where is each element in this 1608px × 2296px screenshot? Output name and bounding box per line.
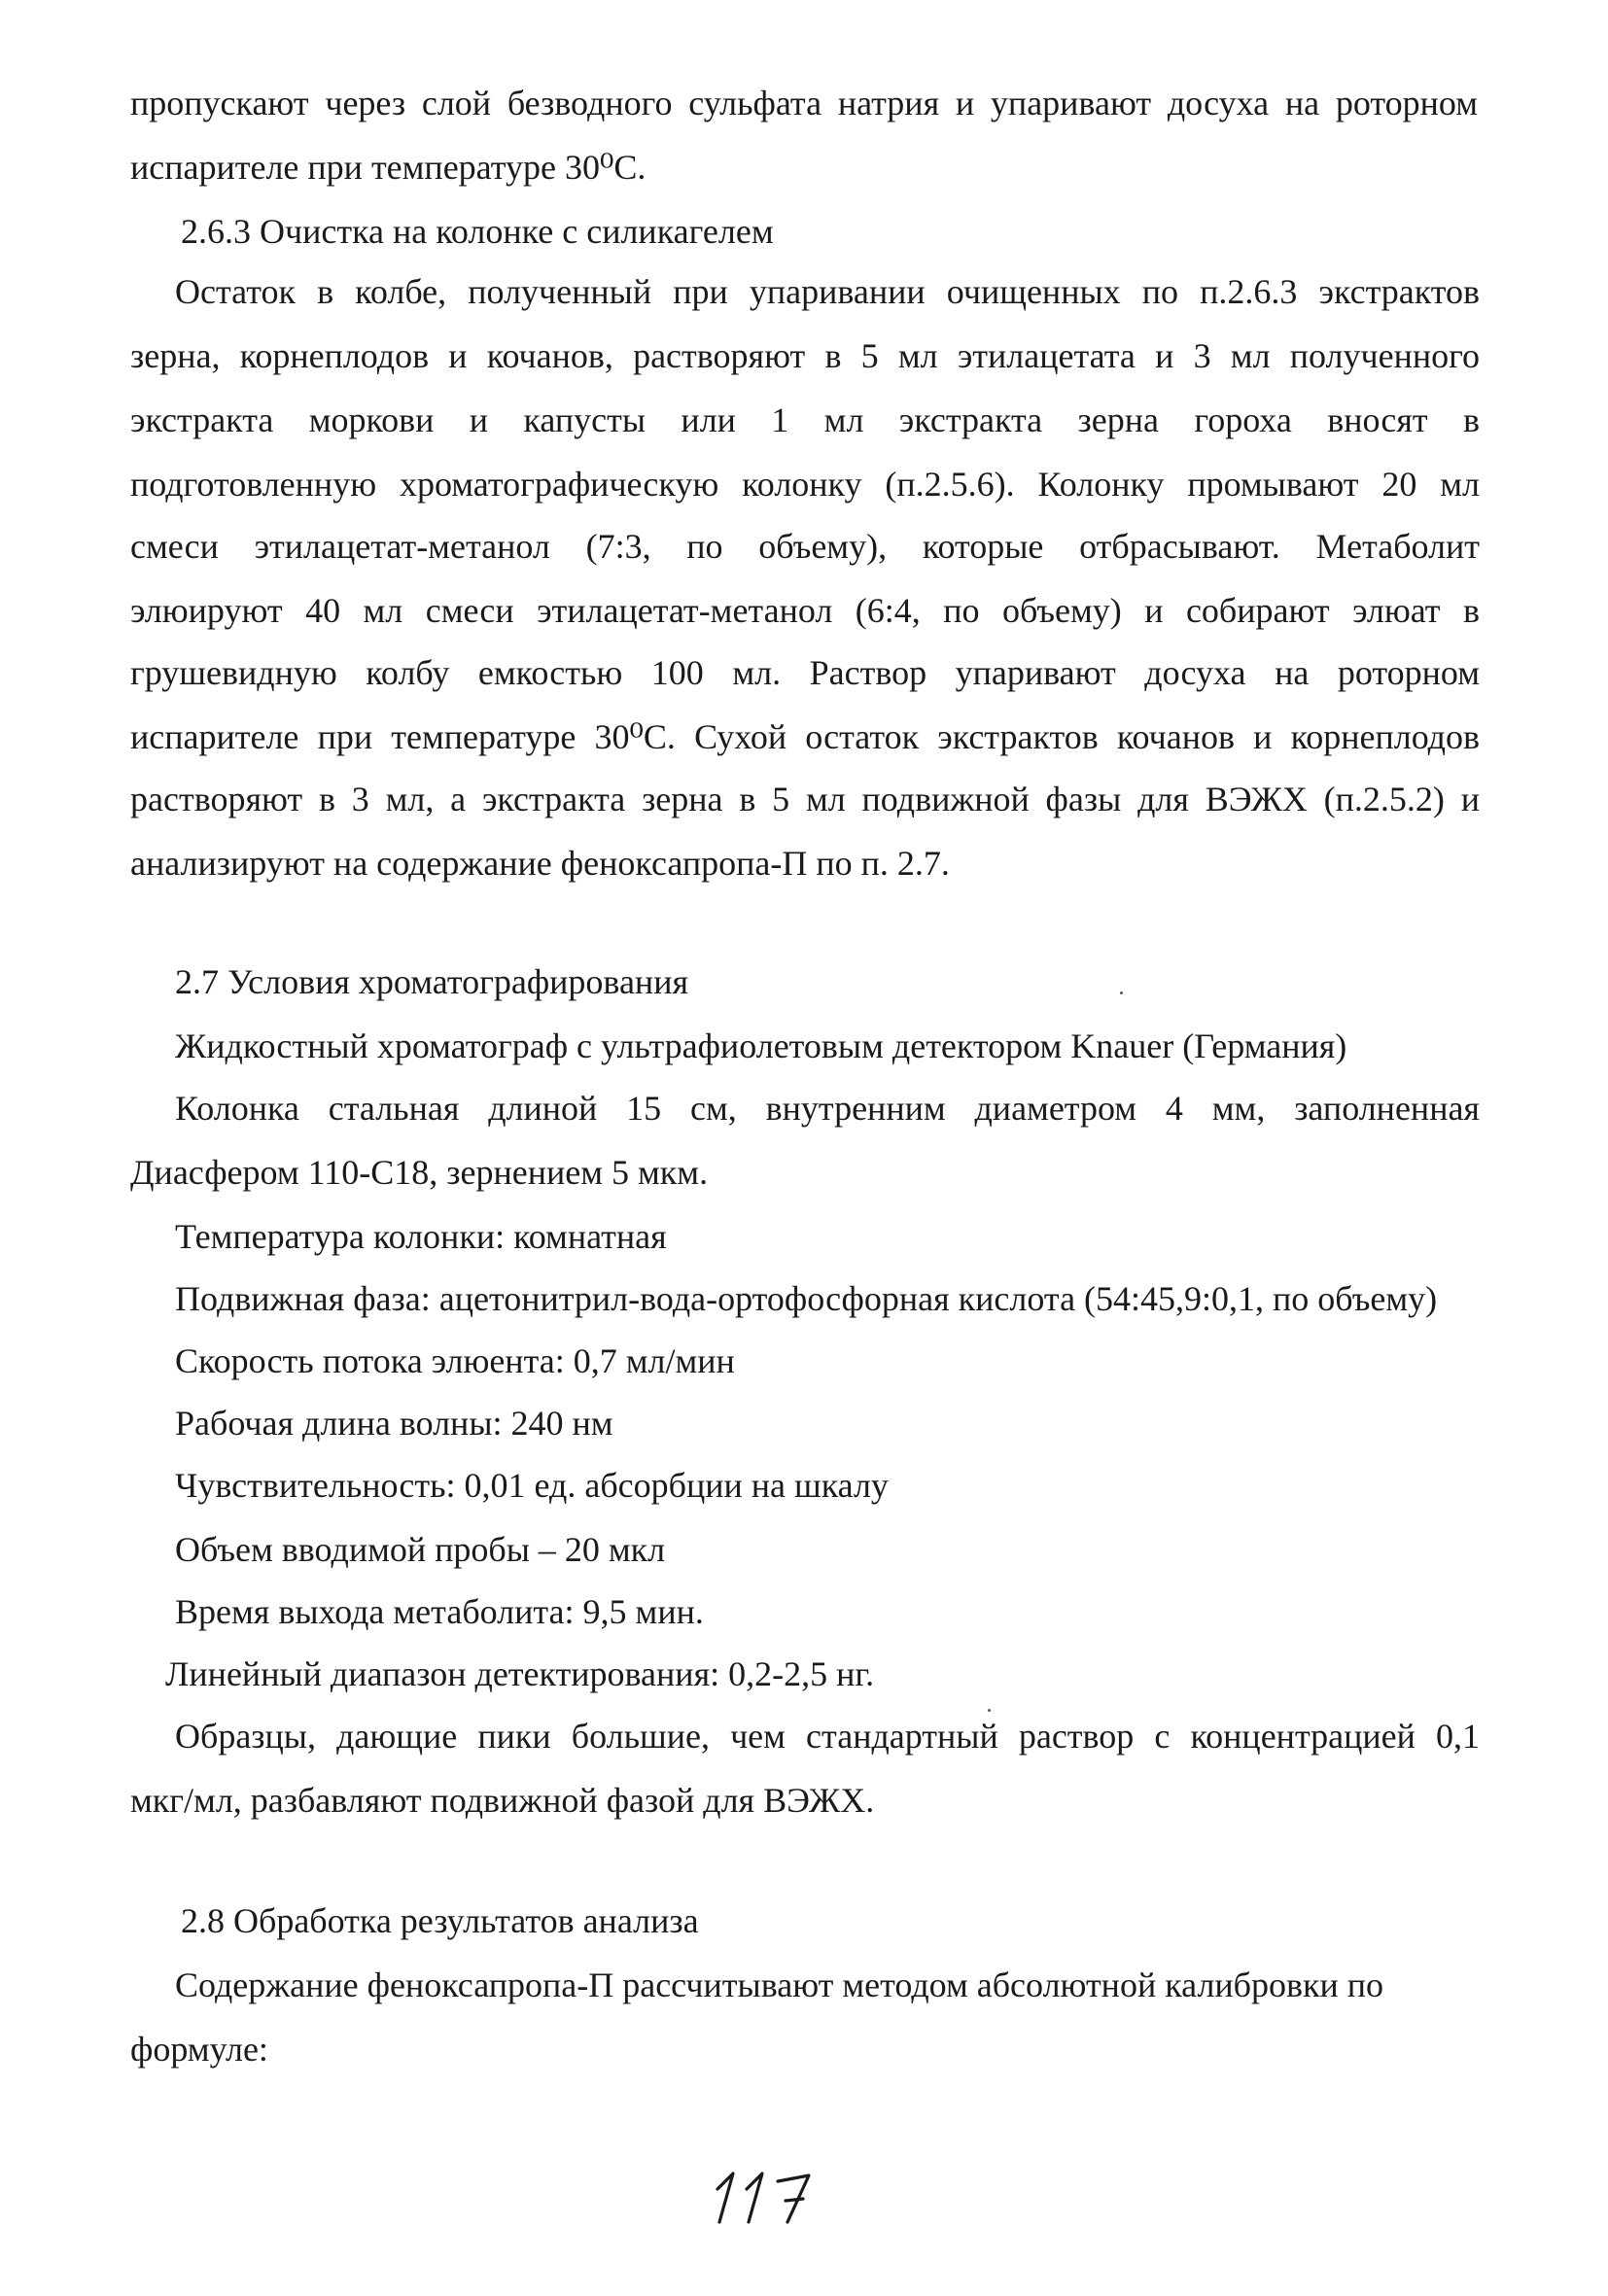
s263-line-5: смеси этилацетат-метанол (7:3, по объему), которые отбрасывают. Метаболит — [130, 527, 1480, 566]
s27-line-10: Линейный диапазон детектирования: 0,2-2,5 нг. — [165, 1654, 875, 1693]
handwritten-page-number — [708, 2160, 824, 2228]
s263-line-1: Остаток в колбе, полученный при упаривании очищенных по п.2.6.3 экстрактов — [175, 272, 1480, 311]
s27-line-9: Время выхода метаболита: 9,5 мин. — [175, 1592, 704, 1631]
s263-line-8: испарителе при температуре 30⁰С. Сухой остаток экстрактов кочанов и корнеплодов — [130, 717, 1480, 756]
section-2-7-heading: 2.7 Условия хроматографирования — [175, 962, 689, 1001]
s27-line-1: Жидкостный хроматограф с ультрафиолетовым детектором Knauer (Германия) — [175, 1026, 1347, 1065]
s27-line-5: Скорость потока элюента: 0,7 мл/мин — [175, 1341, 735, 1380]
s263-line-6: элюируют 40 мл смеси этилацетат-метанол (6:4, по объему) и собирают элюат в — [130, 591, 1480, 630]
s27-line-6: Рабочая длина волны: 240 нм — [175, 1404, 613, 1443]
s27-line-2b: Диасфером 110-С18, зернением 5 мкм. — [130, 1153, 709, 1192]
s263-line-2: зерна, корнеплодов и кочанов, растворяют в 5 мл этилацетата и 3 мл полученного — [130, 336, 1480, 375]
scan-speck — [1120, 991, 1123, 994]
s28-line-1: Содержание феноксапропа-П рассчитывают методом абсолютной калибровки по — [175, 1966, 1384, 2004]
intro-line-2: испарителе при температуре 30⁰С. — [130, 148, 647, 187]
s27-line-4: Подвижная фаза: ацетонитрил-вода-ортофосфорная кислота (54:45,9:0,1, по объему) — [175, 1279, 1438, 1318]
s27-line-2a: Колонка стальная длиной 15 см, внутренним диаметром 4 мм, заполненная — [175, 1089, 1480, 1128]
s27-line-7: Чувствительность: 0,01 ед. абсорбции на шкалу — [175, 1466, 889, 1505]
section-2-6-3-heading: 2.6.3 Очистка на колонке с силикагелем — [181, 212, 774, 251]
s28-line-2: формуле: — [130, 2030, 268, 2069]
s27-line-8: Объем вводимой пробы – 20 мкл — [175, 1530, 666, 1569]
s263-line-9: растворяют в 3 мл, а экстракта зерна в 5 мл подвижной фазы для ВЭЖХ (п.2.5.2) и — [130, 780, 1480, 818]
s263-line-10: анализируют на содержание феноксапропа-П по п. 2.7. — [130, 844, 950, 883]
scan-speck — [988, 1709, 991, 1712]
s263-line-7: грушевидную колбу емкостью 100 мл. Раствор упаривают досуха на роторном — [130, 653, 1480, 692]
section-2-8-heading: 2.8 Обработка результатов анализа — [181, 1901, 699, 1940]
intro-line-1: пропускают через слой безводного сульфата натрия и упаривают досуха на роторном — [130, 84, 1478, 122]
s27-line-11a: Образцы, дающие пики большие, чем стандартный раствор с концентрацией 0,1 — [175, 1717, 1480, 1756]
s27-line-3: Температура колонки: комнатная — [175, 1217, 667, 1256]
s27-line-11b: мкг/мл, разбавляют подвижной фазой для ВЭЖХ. — [130, 1781, 875, 1820]
s263-line-4: подготовленную хроматографическую колонку (п.2.5.6). Колонку промывают 20 мл — [130, 465, 1480, 504]
s263-line-3: экстракта моркови и капусты или 1 мл экстракта зерна гороха вносят в — [130, 400, 1480, 439]
